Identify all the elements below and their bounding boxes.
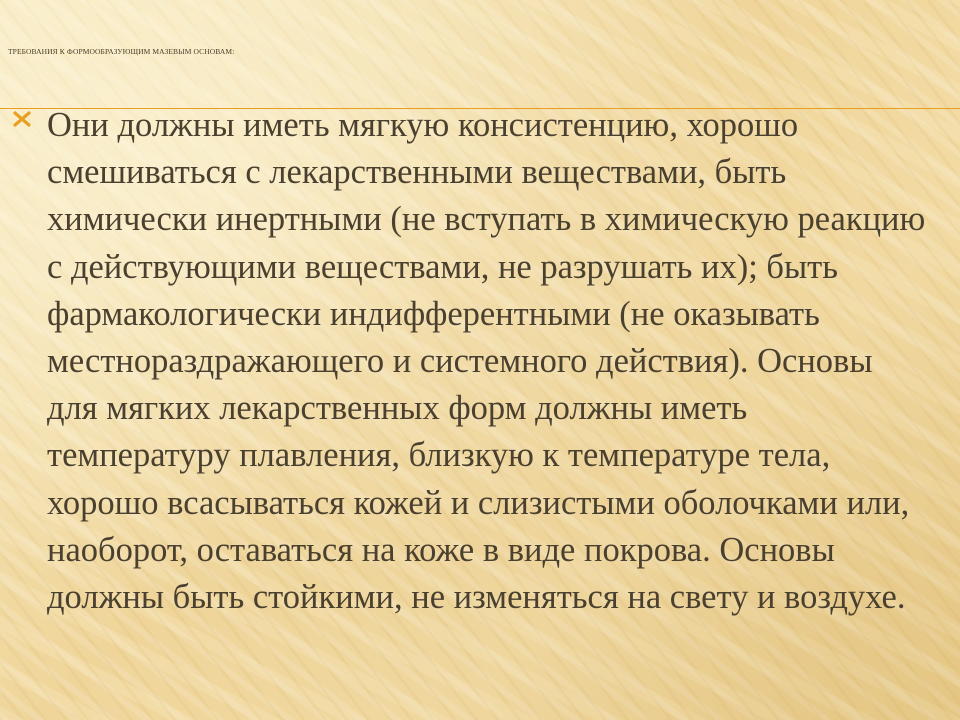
x-mark-icon	[12, 109, 32, 129]
slide-title: ТРЕБОВАНИЯ К ФОРМООБРАЗУЮЩИМ МАЗЕВЫМ ОСНОВАМ:	[8, 47, 235, 56]
bullet-text: Они должны иметь мягкую консистенцию, хорошо смешиваться с лекарственными веществами, быть химически инертными (не вступать в химическую реакцию с действующими веществами, не разрушать их); быть фармакологически индифферентными (не оказывать местнораздражающего и системного действия). Основы для мягких лекарственных форм должны иметь температуру плавления, близкую к температуре тела, хорошо всасываться кожей и слизистыми оболочками или, наоборот, оставаться на коже в виде покрова. Основы должны быть стойкими, не изменяться на свету и воздухе.	[47, 106, 926, 617]
